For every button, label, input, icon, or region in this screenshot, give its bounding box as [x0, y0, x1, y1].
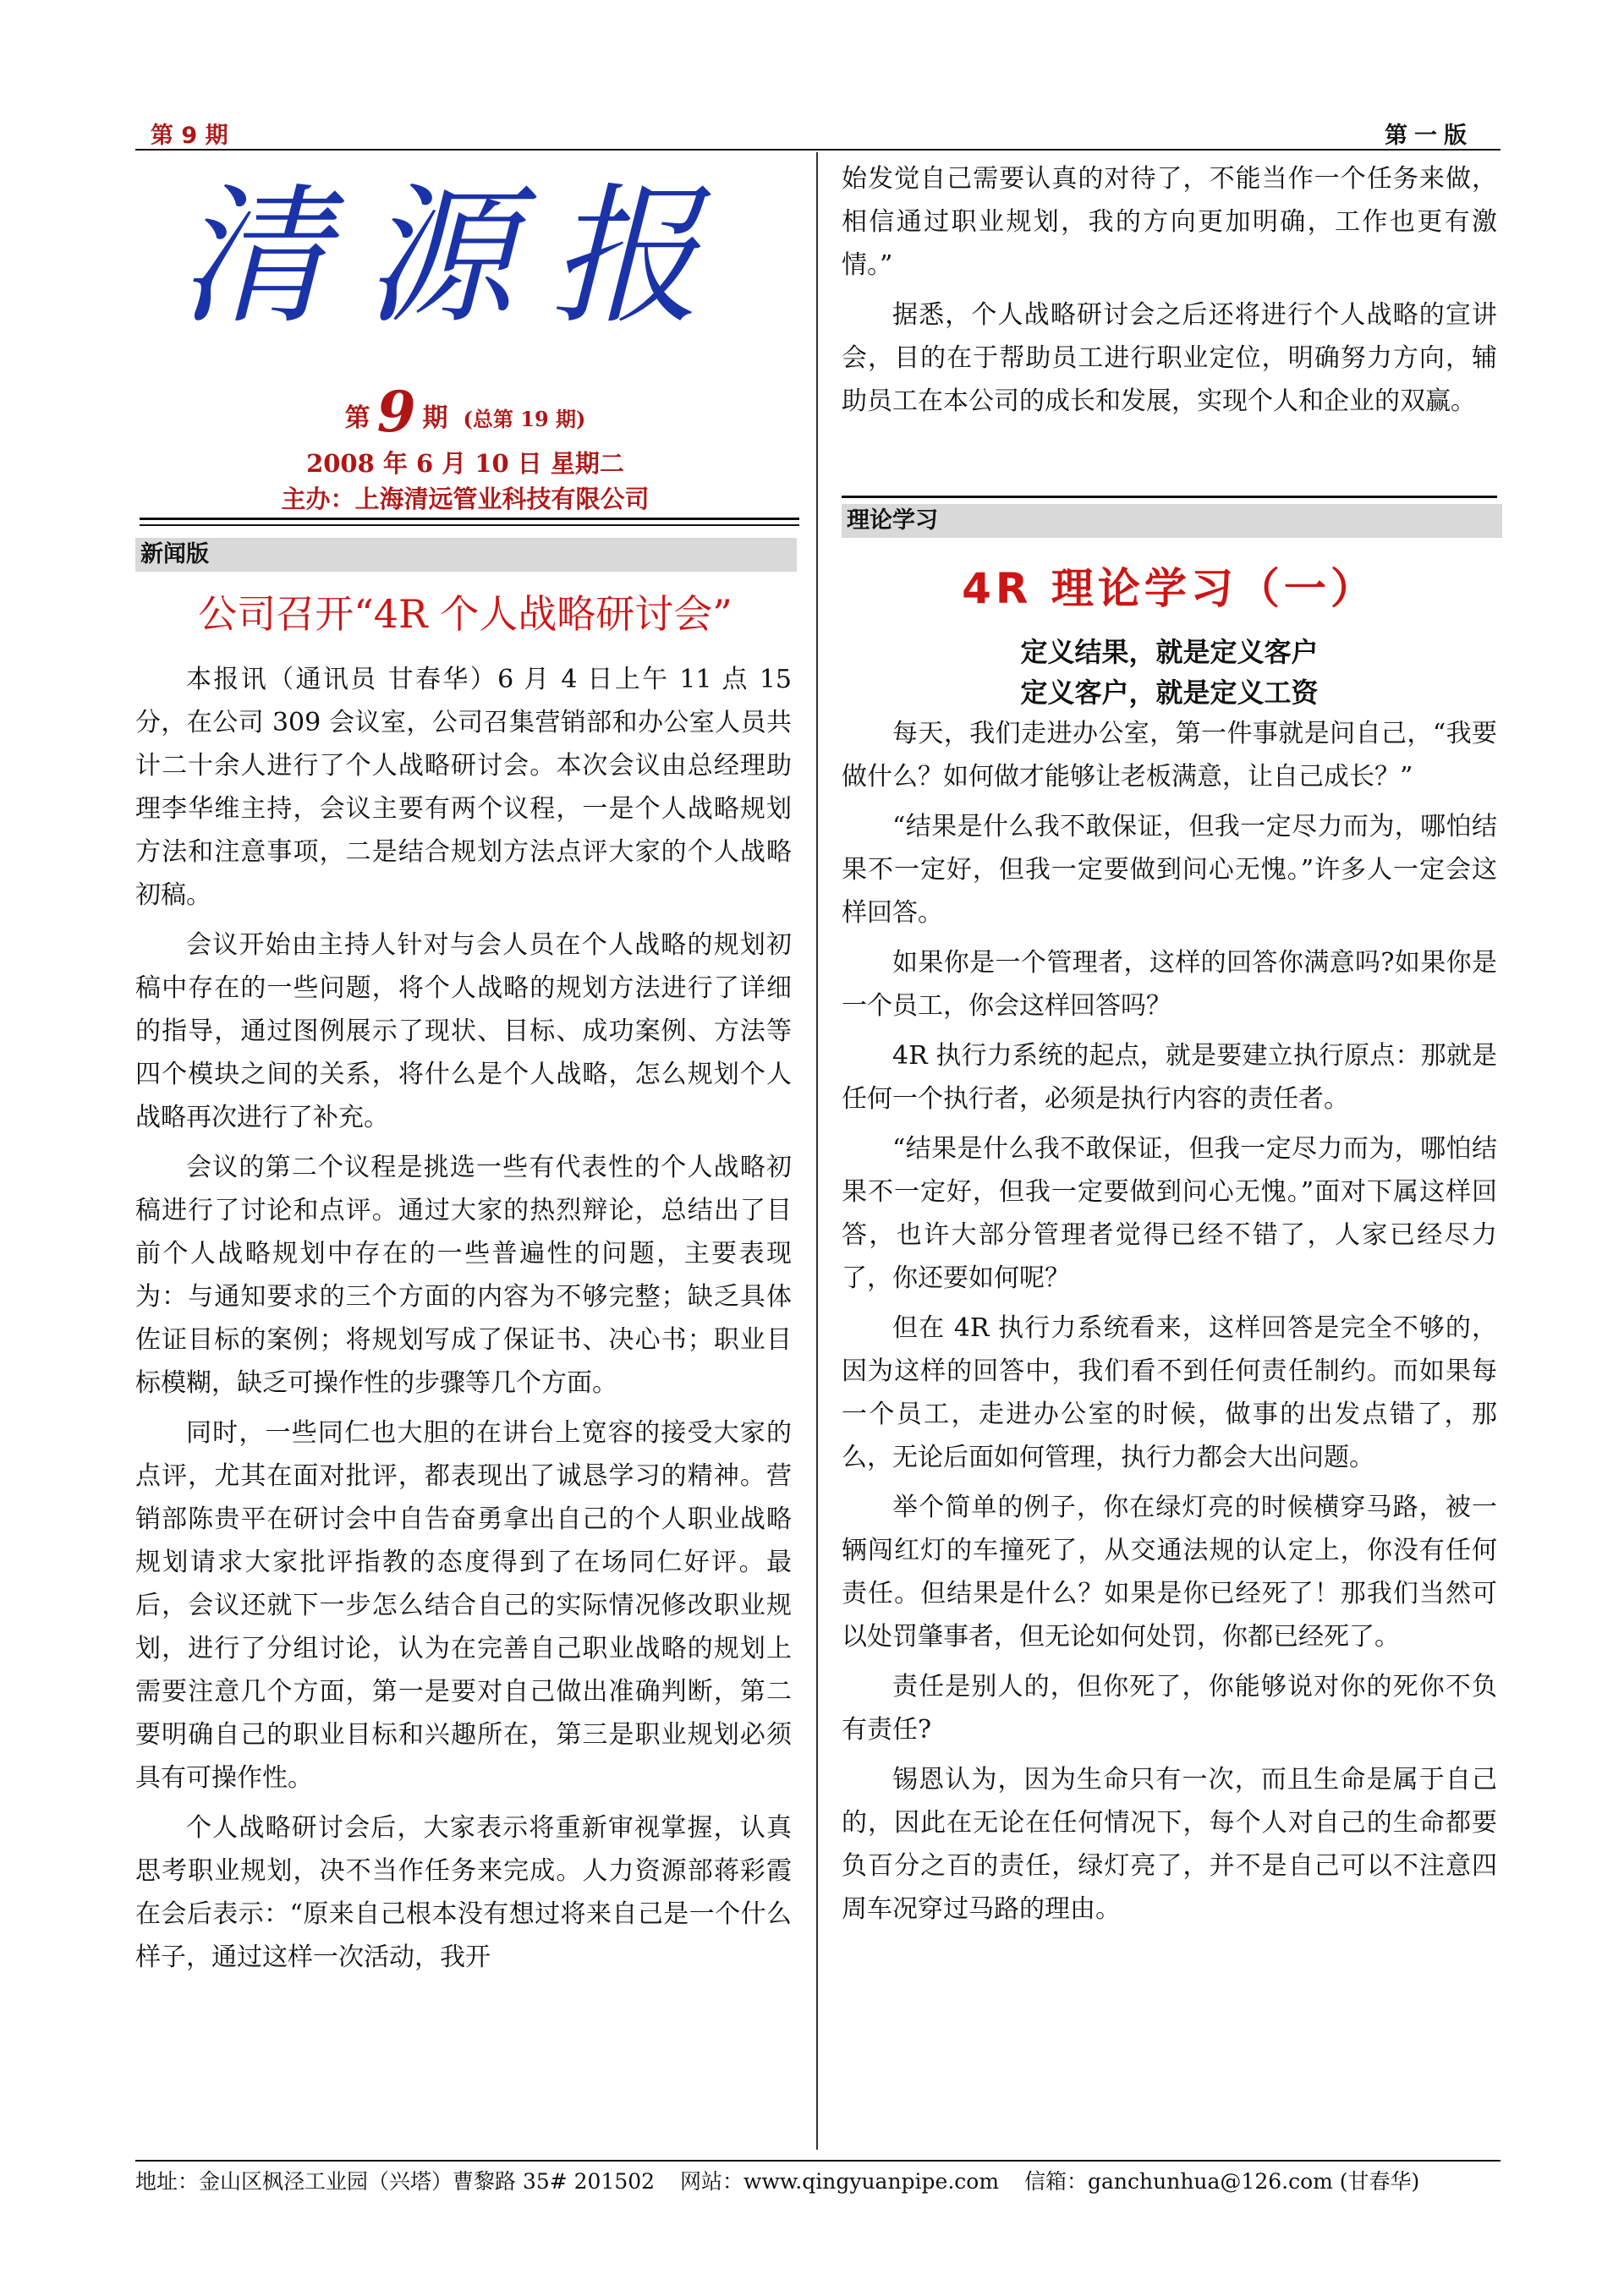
section-theory-label: 理论学习 [842, 504, 1502, 538]
news-paragraph: 个人战略研讨会后，大家表示将重新审视掌握，认真思考职业规划，决不当作任务来完成。人力资源部蒋彩霞在会后表示：“原来自己根本没有想过将来自己是一个什么样子，通过这样一次活动，我开 [135, 1813, 792, 1972]
news-paragraph: 同时，一些同仁也大胆的在讲台上宽容的接受大家的点评，尤其在面对批评，都表现出了诚恳学习的精神。营销部陈贵平在研讨会中自告奋勇拿出自己的个人职业战略规划请求大家批评指教的态度得到了在场同仁好评。最后，会议还就下一步怎么结合自己的实际情况修改职业规划，进行了分组讨论，认为在完善自己职业战略的规划上需要注意几个方面，第一是要对自己做出准确判断，第二要明确自己的职业目标和兴趣所在，第三是职业规划必须具有可操作性。 [135, 1418, 792, 1793]
edition-label: 第一版 [1385, 123, 1473, 149]
sponsor-line: 主办：上海清远管业科技有限公司 [281, 485, 650, 513]
theory-paragraph: 责任是别人的，但你死了，你能够说对你的死你不负有责任? [842, 1672, 1497, 1745]
theory-paragraph: 4R 执行力系统的起点，就是要建立执行原点：那就是任何一个执行者，必须是执行内容的责任者。 [842, 1041, 1497, 1114]
news-paragraph: 本报讯（通讯员 甘春华）6 月 4 日上午 11 点 15 分，在公司 309 会议室，公司召集营销部和办公室人员共计二十余人进行了个人战略研讨会。本次会议由总经理助理李华维主持，会议主要有两个议程，一是个人战略规划方法和注意事项，二是结合规划方法点评大家的个人战略初稿。 [135, 665, 792, 910]
theory-subtitle-1: 定义结果，就是定义客户 [1020, 636, 1319, 668]
publication-date: 2008 年 6 月 10 日 星期二 [306, 449, 624, 478]
footer-address: 地址：金山区枫泾工业园（兴塔）曹黎路 35# 201502 [135, 2169, 656, 2194]
theory-section-rule [842, 496, 1497, 498]
newspaper-title: 清源报 [178, 169, 736, 344]
news-headline: 公司召开“4R 个人战略研讨会” [198, 591, 732, 637]
masthead-rule [140, 518, 799, 520]
footer-website: 网站：www.qingyuanpipe.com [680, 2169, 1000, 2194]
news-continuation-paragraph: 始发觉自己需要认真的对待了，不能当作一个任务来做，相信通过职业规划，我的方向更加明确，工作也更有激情。” [842, 164, 1497, 280]
footer [135, 2165, 1501, 2195]
news-article-continuation [842, 157, 1497, 430]
news-paragraph: 会议开始由主持人针对与会人员在个人战略的规划初稿中存在的一些问题，将个人战略的规划方法进行了详细的指导，通过图例展示了现状、目标、成功案例、方法等四个模块之间的关系，将什么是个人战略，怎么规划个人战略再次进行了补充。 [135, 930, 792, 1132]
issue-label: 第 9 期 [151, 123, 228, 149]
masthead-rule-thin [140, 524, 799, 526]
news-closing-paragraph: 据悉，个人战略研讨会之后还将进行个人战略的宣讲会，目的在于帮助员工进行职业定位，明确努力方向，辅助员工在本公司的成长和发展，实现个人和企业的双赢。 [842, 300, 1497, 416]
issue-suffix: 期 [422, 403, 448, 433]
theory-article-body [842, 712, 1497, 1937]
header-rule [135, 149, 1501, 151]
issue-number: 9 [376, 379, 416, 445]
theory-headline: 4R 理论学习（一） [962, 564, 1377, 613]
section-news-label: 新闻版 [135, 538, 797, 572]
theory-paragraph: 如果你是一个管理者，这样的回答你满意吗?如果你是一个员工，你会这样回答吗？ [842, 948, 1497, 1021]
theory-paragraph: “结果是什么我不敢保证，但我一定尽力而为，哪怕结果不一定好，但我一定要做到问心无愧。”面对下属这样回答，也许大部分管理者觉得已经不错了，人家已经尽力了，你还要如何呢？ [842, 1134, 1497, 1293]
issue-line [135, 379, 795, 445]
news-paragraph: 会议的第二个议程是挑选一些有代表性的个人战略初稿进行了讨论和点评。通过大家的热烈辩论，总结出了目前个人战略规划中存在的一些普遍性的问题，主要表现为：与通知要求的三个方面的内容为不够完整；缺乏具体佐证目标的案例；将规划写成了保证书、决心书；职业目标模糊，缺乏可操作性的步骤等几个方面。 [135, 1153, 792, 1398]
theory-paragraph: 但在 4R 执行力系统看来，这样回答是完全不够的，因为这样的回答中，我们看不到任何责任制约。而如果每一个员工，走进办公室的时候，做事的出发点错了，那么，无论后面如何管理，执行力都会大出问题。 [842, 1313, 1497, 1472]
theory-paragraph: 每天，我们走进办公室，第一件事就是问自己，“我要做什么？如何做才能够让老板满意，让自己成长？” [842, 719, 1497, 792]
footer-email: 信箱：ganchunhua@126.com (甘春华) [1024, 2169, 1420, 2194]
theory-subtitle-2: 定义客户，就是定义工资 [1020, 677, 1319, 709]
footer-rule [135, 2160, 1501, 2162]
theory-paragraph: 锡恩认为，因为生命只有一次，而且生命是属于自己的，因此在无论在任何情况下，每个人对自己的生命都要负百分之百的责任，绿灯亮了，并不是自己可以不注意四周车况穿过马路的理由。 [842, 1765, 1497, 1924]
issue-prefix: 第 [344, 403, 370, 433]
issue-total: (总第 19 期) [463, 407, 586, 431]
news-article-body [135, 658, 792, 1986]
column-divider [816, 152, 818, 2150]
theory-paragraph: “结果是什么我不敢保证，但我一定尽力而为，哪怕结果不一定好，但我一定要做到问心无愧。”许多人一定会这样回答。 [842, 812, 1497, 928]
theory-paragraph: 举个简单的例子，你在绿灯亮的时候横穿马路，被一辆闯红灯的车撞死了，从交通法规的认定上，你没有任何责任。但结果是什么？如果是你已经死了！那我们当然可以处罚肇事者，但无论如何处罚，你都已经死了。 [842, 1493, 1497, 1652]
